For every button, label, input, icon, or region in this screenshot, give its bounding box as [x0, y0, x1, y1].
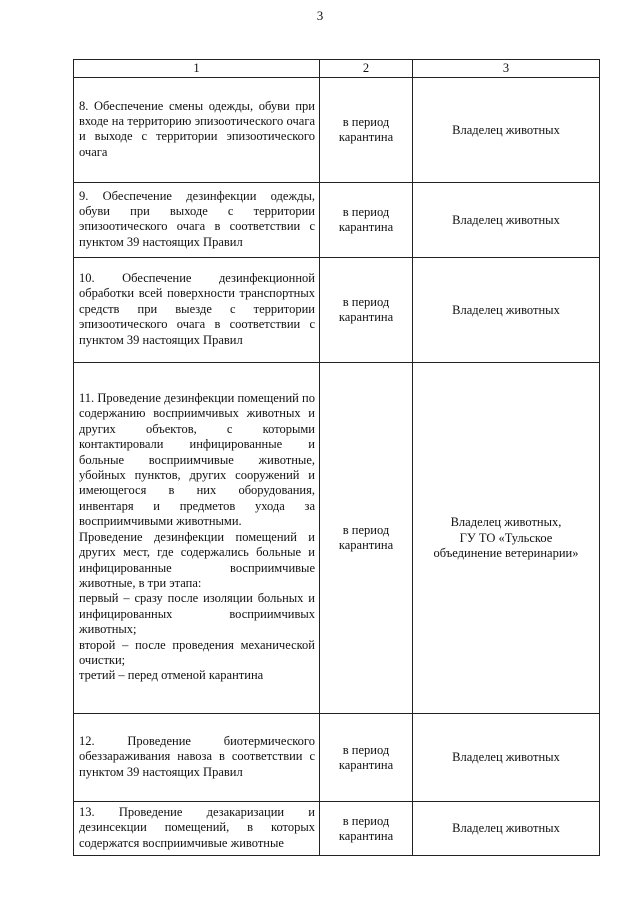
column-header-1: 1	[74, 60, 320, 78]
measure-period: в период карантина	[320, 714, 413, 802]
page-number: 3	[316, 8, 324, 23]
table-row	[74, 183, 600, 258]
table-row	[74, 78, 600, 183]
measure-responsible: Владелец животных	[413, 802, 600, 856]
measure-period: в период карантина	[320, 78, 413, 183]
measure-period: в период карантина	[320, 183, 413, 258]
measure-description: 13. Проведение дезакаризации и дезинсекции помещений, в которых содержатся восприимчивые животные	[74, 802, 320, 856]
column-header-3: 3	[413, 60, 600, 78]
table-header-row	[74, 60, 600, 78]
measure-description: 11. Проведение дезинфекции помещений по содержанию восприимчивых животных и других объектов, с которыми контактировали инфицированные и больные восприимчивые животные, убойных пунктов, других сооружений и имеющегося в них оборудования, инвентаря и предметов ухода за восприимчивыми животными. Проведение дезинфекции помещений и других мест, где содержались больные и инфицированные восприимчивые животные, в три этапа: первый – сразу после изоляции больных и инфицированных восприимчивых животных; второй – после проведения механической очистки; третий – перед отменой карантина	[74, 363, 320, 714]
measure-responsible: Владелец животных, ГУ ТО «Тульское объединение ветеринарии»	[413, 363, 600, 714]
measure-description: 10. Обеспечение дезинфекционной обработки всей поверхности транспортных средств при выезде с территории эпизоотического очага в соответствии с пунктом 39 настоящих Правил	[74, 258, 320, 363]
measure-responsible: Владелец животных	[413, 258, 600, 363]
measure-period: в период карантина	[320, 363, 413, 714]
measure-description: 8. Обеспечение смены одежды, обуви при входе на территорию эпизоотического очага и выходе с территории эпизоотического очага	[74, 78, 320, 183]
measure-description: 12. Проведение биотермического обеззараживания навоза в соответствии с пунктом 39 настоящих Правил	[74, 714, 320, 802]
measure-period: в период карантина	[320, 258, 413, 363]
measure-responsible: Владелец животных	[413, 183, 600, 258]
table-row	[74, 258, 600, 363]
measure-description: 9. Обеспечение дезинфекции одежды, обуви при выходе с территории эпизоотического очага в соответствии с пунктом 39 настоящих Правил	[74, 183, 320, 258]
measure-responsible: Владелец животных	[413, 714, 600, 802]
measure-period: в период карантина	[320, 802, 413, 856]
table-row	[74, 714, 600, 802]
column-header-2: 2	[320, 60, 413, 78]
table-row	[74, 363, 600, 714]
measures-table	[73, 59, 600, 856]
table-row	[74, 802, 600, 856]
measure-responsible: Владелец животных	[413, 78, 600, 183]
